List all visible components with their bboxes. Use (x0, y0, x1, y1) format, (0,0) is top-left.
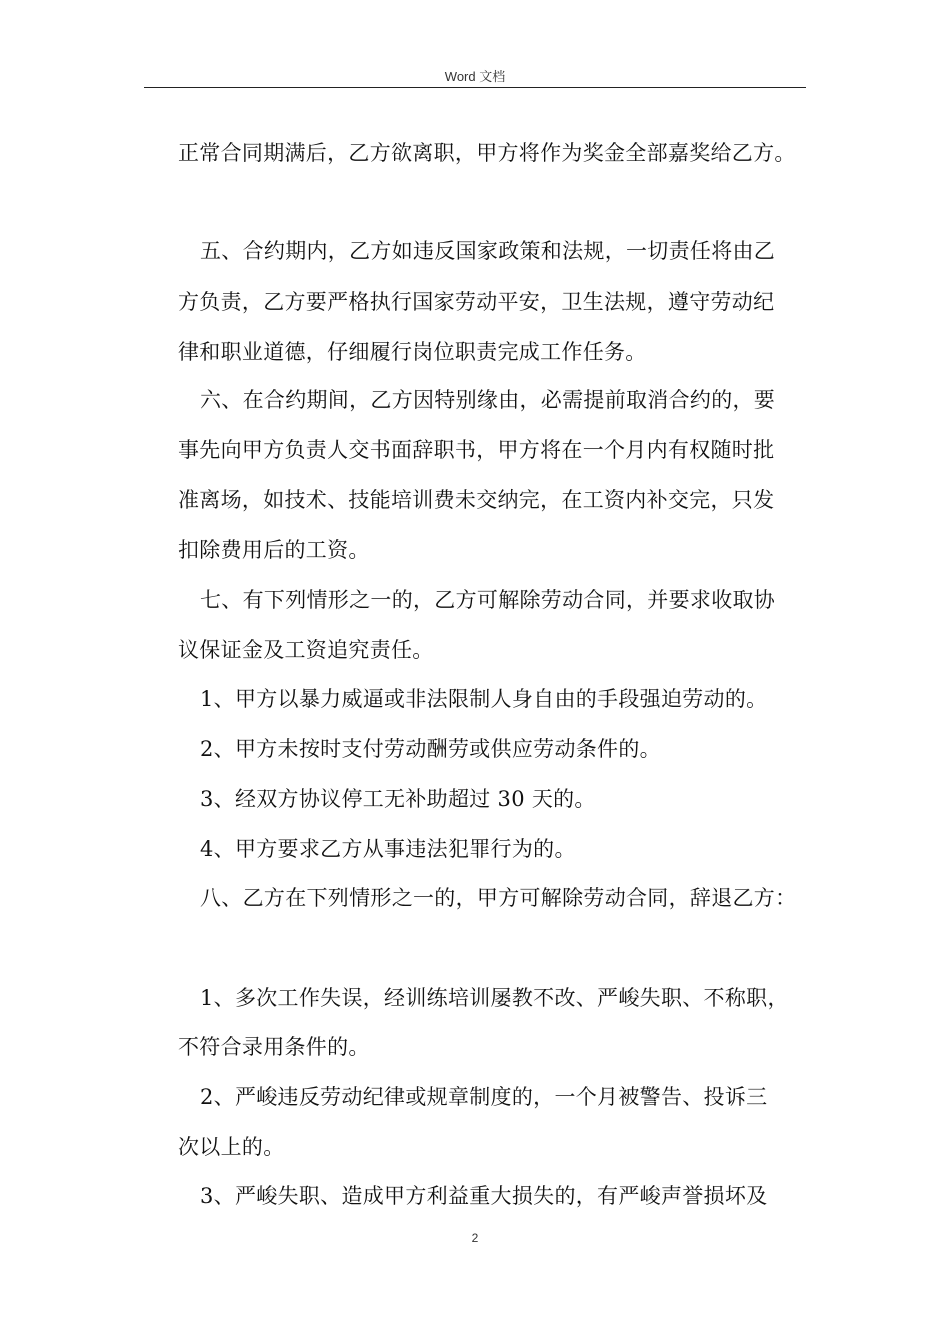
body-line: 次以上的。 (178, 1135, 285, 1159)
page-header: Word 文档 (444, 69, 506, 84)
body-line: 六、在合约期间，乙方因特别缘由，必需提前取消合约的，要 (200, 388, 776, 412)
body-line: 律和职业道德，仔细履行岗位职责完成工作任务。 (178, 340, 647, 364)
body-line: 2、严峻违反劳动纪律或规章制度的，一个月被警告、投诉三 (200, 1085, 768, 1109)
body-line: 事先向甲方负责人交书面辞职书，甲方将在一个月内有权随时批 (178, 438, 775, 462)
body-line: 3、经双方协议停工无补助超过 30 天的。 (200, 787, 596, 811)
body-line: 4、甲方要求乙方从事违法犯罪行为的。 (200, 837, 576, 861)
body-line: 五、合约期内，乙方如违反国家政策和法规，一切责任将由乙 (200, 239, 776, 263)
body-line: 方负责，乙方要严格执行国家劳动平安，卫生法规，遵守劳动纪 (178, 290, 775, 314)
body-line: 八、乙方在下列情形之一的，甲方可解除劳动合同，辞退乙方： (200, 886, 797, 910)
page-number: 2 (471, 1231, 479, 1245)
body-line: 扣除费用后的工资。 (178, 538, 370, 562)
body-line: 不符合录用条件的。 (178, 1035, 370, 1059)
body-line: 2、甲方未按时支付劳动酬劳或供应劳动条件的。 (200, 737, 661, 761)
body-line: 七、有下列情形之一的，乙方可解除劳动合同，并要求收取协 (200, 588, 776, 612)
body-line: 正常合同期满后，乙方欲离职，甲方将作为奖金全部嘉奖给乙方。 (178, 141, 796, 165)
body-line: 1、多次工作失误，经训练培训屡教不改、严峻失职、不称职， (200, 986, 789, 1010)
body-line: 1、甲方以暴力威逼或非法限制人身自由的手段强迫劳动的。 (200, 687, 768, 711)
header-divider (144, 87, 806, 88)
body-line: 3、严峻失职、造成甲方利益重大损失的，有严峻声誉损坏及 (200, 1184, 768, 1208)
body-line: 准离场，如技术、技能培训费未交纳完，在工资内补交完，只发 (178, 488, 775, 512)
body-line: 议保证金及工资追究责任。 (178, 638, 434, 662)
